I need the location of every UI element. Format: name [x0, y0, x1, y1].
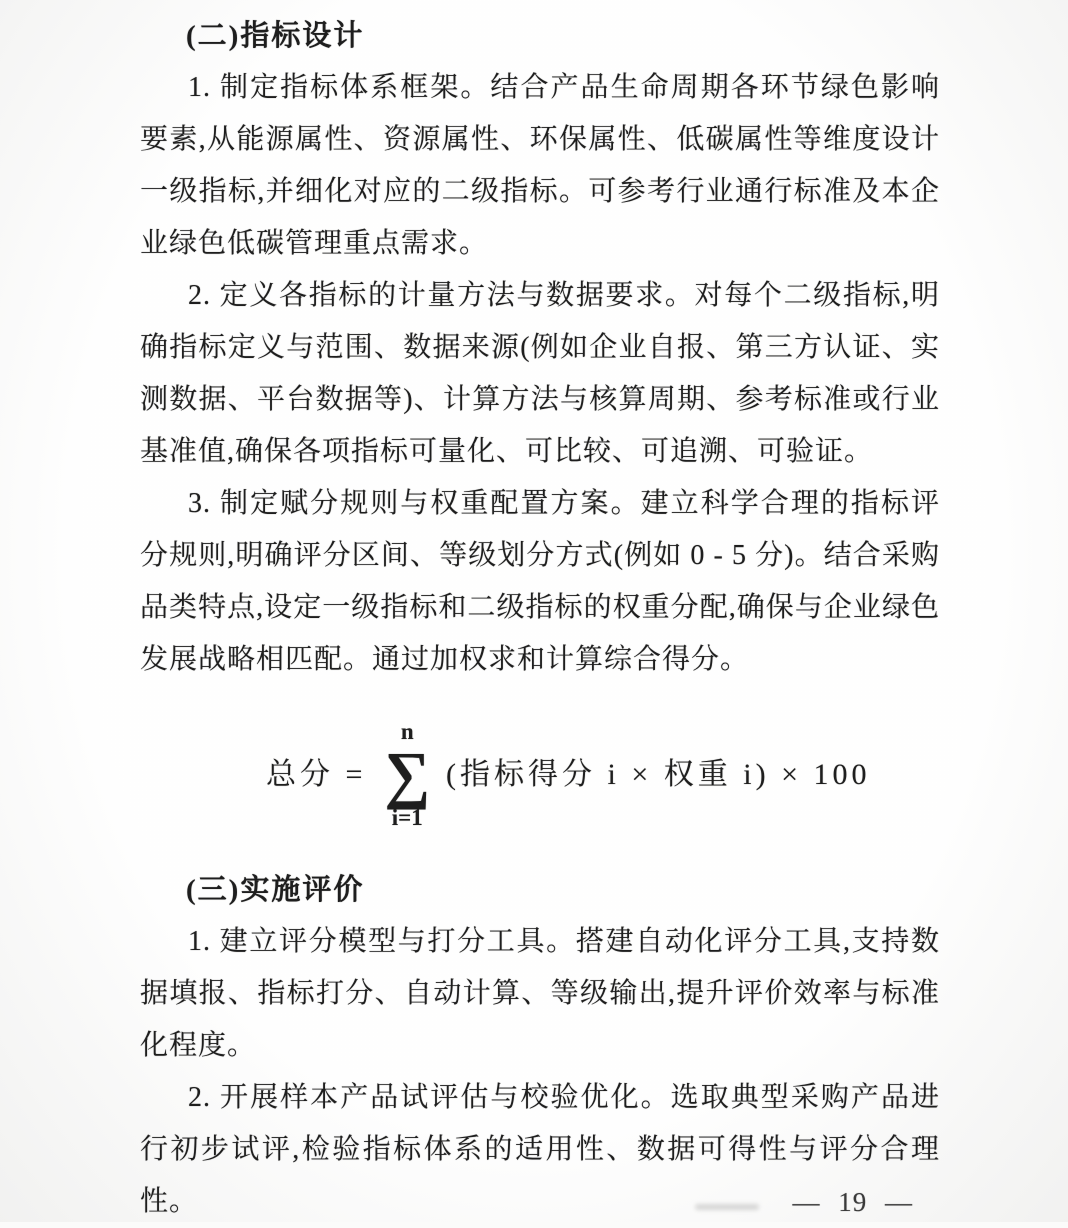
paragraph: 2. 开展样本产品试评估与校验优化。选取典型采购产品进行初步试评,检验指标体系的适用性、数据可得性与评分合理性。 [140, 1082, 940, 1217]
paragraph: 1. 制定指标体系框架。结合产品生命周期各环节绿色影响要素,从能源属性、资源属性、环保属性、低碳属性等维度设计一级指标,并细化对应的二级指标。可参考行业通行标准及本企业绿色低碳管理重点需求。 [140, 72, 940, 259]
formula-lhs: 总分 = [266, 758, 367, 791]
paragraph: 3. 制定赋分规则与权重配置方案。建立科学合理的指标评分规则,明确评分区间、等级划分方式(例如 0 - 5 分)。结合采购品类特点,设定一级指标和二级指标的权重分配,确保与企业绿色发展战略相匹配。通过加权求和计算综合得分。 [140, 488, 940, 675]
summation-upper-limit: n [400, 719, 414, 744]
summation-symbol [384, 720, 430, 830]
section-heading-indicator-design: (二)指标设计 [186, 20, 365, 52]
scan-artifact [695, 1204, 759, 1210]
page-number: — 19 — [792, 1187, 913, 1217]
paragraph: 2. 定义各指标的计量方法与数据要求。对每个二级指标,明确指标定义与范围、数据来源(例如企业自报、第三方认证、实测数据、平台数据等)、计算方法与核算周期、参考标准或行业基准值,确保各项指标可量化、可比较、可追溯、可验证。 [140, 280, 940, 467]
formula-rhs: (指标得分 i × 权重 i) × 100 [446, 758, 871, 791]
total-score-formula [266, 720, 940, 830]
paragraph: 1. 建立评分模型与打分工具。搭建自动化评分工具,支持数据填报、指标打分、自动计算、等级输出,提升评价效率与标准化程度。 [140, 926, 940, 1061]
sigma-icon: ∑ [384, 739, 431, 810]
summation-lower-limit: i=1 [391, 805, 423, 830]
section-heading-implement-evaluation: (三)实施评价 [186, 874, 365, 906]
document-body [140, 10, 940, 1228]
